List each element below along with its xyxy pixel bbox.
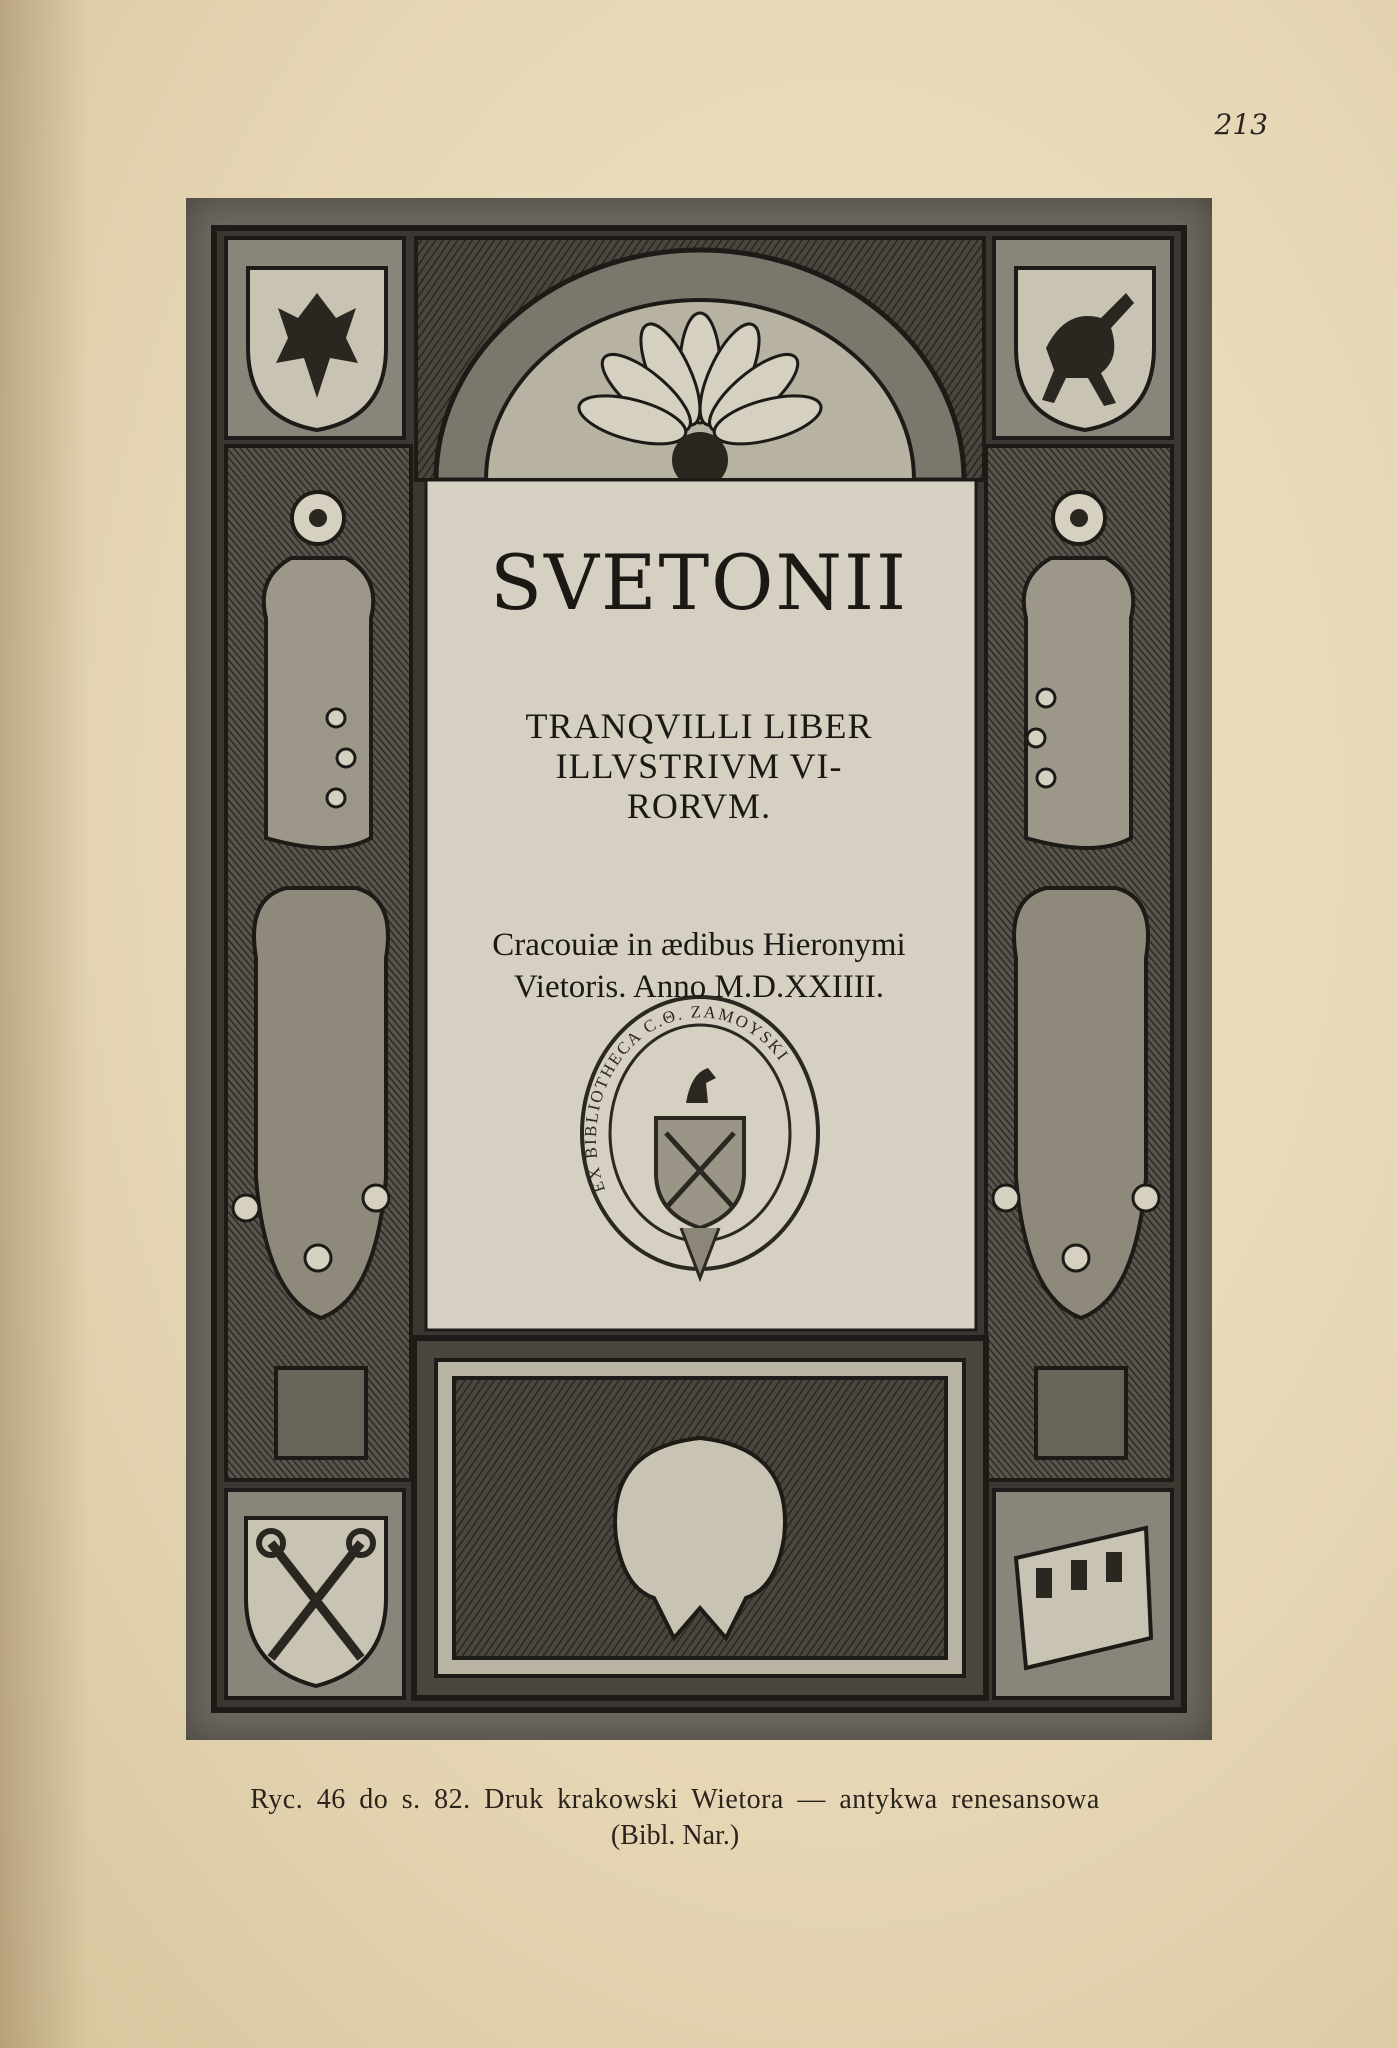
caption-source: (Bibl. Nar.) [610, 1820, 740, 1851]
subtitle-line: ILLVSTRIVM VI- [555, 746, 843, 786]
arch-rosette-ornament [416, 238, 984, 488]
book-title: SVETONII [490, 538, 908, 627]
stamp-text: EX BIBLIOTHECA C.Θ. ZAMOYSKI [580, 1002, 794, 1195]
bottom-cartouche-ornament [414, 1338, 986, 1698]
figure-caption [180, 1782, 1170, 1854]
imprint-line: Vietoris. Anno M.D.XXIIII. [513, 969, 885, 1005]
caption-line: Ryc. 46 do s. 82. Druk krakowski Wietora — antykwa renesansowa [250, 1784, 1100, 1815]
page-gutter-shadow [0, 0, 90, 2048]
crossed-keys-arms-icon [226, 1490, 404, 1698]
imprint [186, 924, 1212, 1008]
subtitle-line: RORVM. [626, 786, 772, 826]
pogon-arms-icon [994, 238, 1172, 438]
book-subtitle [186, 706, 1212, 826]
subtitle-line: TRANQVILLI LIBER [525, 706, 873, 746]
eagle-arms-icon [226, 238, 404, 438]
page-number: 213 [1214, 108, 1268, 141]
imprint-line: Cracouiæ in ædibus Hieronymi [492, 927, 906, 963]
title-page-plate [186, 198, 1212, 1740]
city-gate-arms-icon [994, 1490, 1172, 1698]
